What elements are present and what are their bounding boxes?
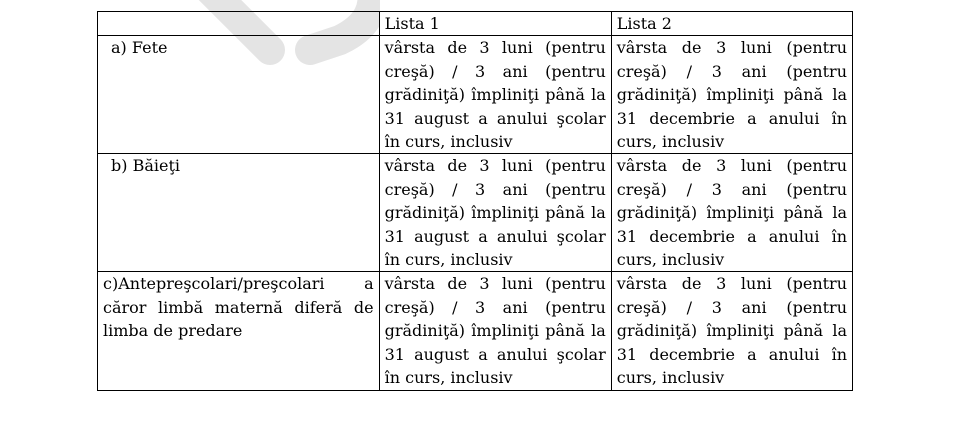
table-row — [98, 272, 853, 390]
lista-1-text: vârsta de 3 luni (pentru creşă) / 3 ani (pentru grădiniţă) împliniţi până la 31 august a anului şcolar în curs, inclusiv — [384, 156, 606, 270]
table-row — [98, 36, 853, 154]
header-cell-empty — [98, 12, 380, 36]
row-label-cell — [98, 36, 380, 154]
lista-2-cell — [611, 272, 852, 390]
lista-1-text: vârsta de 3 luni (pentru creşă) / 3 ani (pentru grădiniţă) împliniţi până la 31 august a anului şcolar în curs, inclusiv — [384, 274, 606, 388]
lista-1-cell — [379, 272, 611, 390]
criteria-table — [97, 11, 853, 391]
row-label: b) Băieţi — [111, 156, 180, 176]
lista-1-text: vârsta de 3 luni (pentru creşă) / 3 ani (pentru grădiniţă) împliniţi până la 31 august a anului şcolar în curs, inclusiv — [384, 38, 606, 152]
row-label-cell — [98, 272, 380, 390]
lista-1-cell — [379, 154, 611, 272]
lista-2-text: vârsta de 3 luni (pentru creşă) / 3 ani (pentru grădiniţă) împliniţi până la 31 decembrie a anului în curs, inclusiv — [616, 274, 847, 388]
lista-2-cell — [611, 154, 852, 272]
lista-2-cell — [611, 36, 852, 154]
row-label: c)Antepreşcolari/preşcolari a căror limbă maternă diferă de limba de predare — [103, 274, 374, 341]
table-row — [98, 154, 853, 272]
header-cell-lista-2: Lista 2 — [611, 12, 852, 36]
header-cell-lista-1: Lista 1 — [379, 12, 611, 36]
table-header-row — [98, 12, 853, 36]
lista-2-text: vârsta de 3 luni (pentru creşă) / 3 ani (pentru grădiniţă) împliniţi până la 31 decembrie a anului în curs, inclusiv — [616, 156, 847, 270]
lista-2-text: vârsta de 3 luni (pentru creşă) / 3 ani (pentru grădiniţă) împliniţi până la 31 decembrie a anului în curs, inclusiv — [616, 38, 847, 152]
lista-1-cell — [379, 36, 611, 154]
row-label-cell — [98, 154, 380, 272]
row-label: a) Fete — [111, 38, 168, 58]
